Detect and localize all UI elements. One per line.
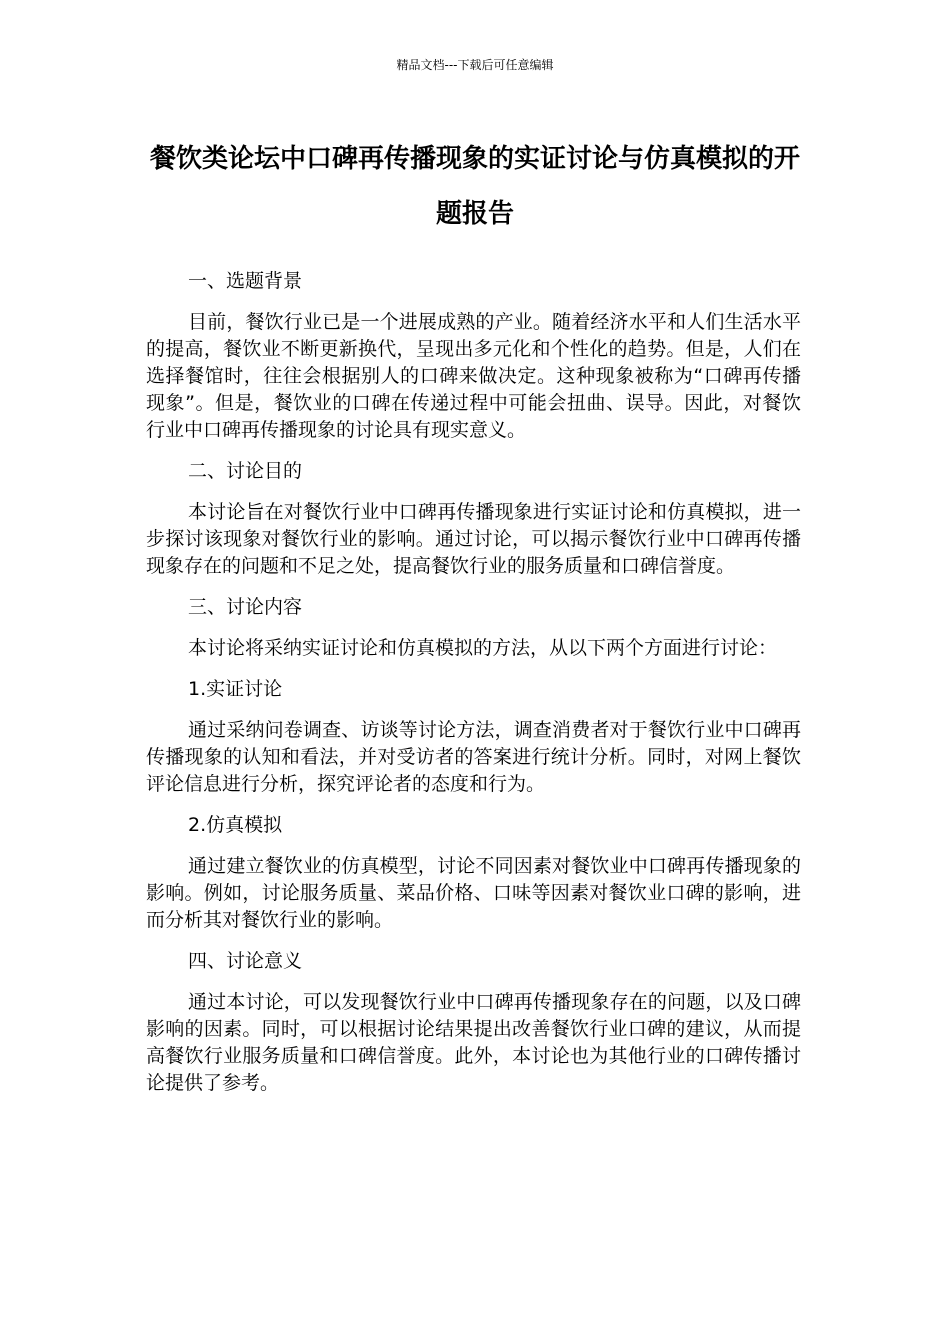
section-heading-background: 一、选题背景 [188, 270, 303, 292]
section-heading-content: 三、讨论内容 [188, 596, 303, 618]
section-paragraph-empirical: 通过采纳问卷调查、访谈等讨论方法，调查消费者对于餐饮行业中口碑再传播现象的认知和看法，并对受访者的答案进行统计分析。同时，对网上餐饮评论信息进行分析，探究评论者的态度和行为。 [146, 719, 801, 795]
section-heading-significance: 四、讨论意义 [188, 950, 303, 972]
section-paragraph-content: 本讨论将采纳实证讨论和仿真模拟的方法，从以下两个方面进行讨论： [188, 637, 778, 659]
section-paragraph-simulation: 通过建立餐饮业的仿真模型，讨论不同因素对餐饮业中口碑再传播现象的影响。例如，讨论服务质量、菜品价格、口味等因素对餐饮业口碑的影响，进而分析其对餐饮行业的影响。 [146, 855, 801, 931]
section-heading-purpose: 二、讨论目的 [188, 460, 303, 482]
section-heading-simulation: 2.仿真模拟 [188, 814, 283, 836]
section-heading-empirical: 1.实证讨论 [188, 678, 283, 700]
document-body [146, 268, 801, 1111]
page-header: 精品文档---下载后可任意编辑 [396, 58, 554, 72]
section-paragraph-background: 目前，餐饮行业已是一个进展成熟的产业。随着经济水平和人们生活水平的提高，餐饮业不断更新换代，呈现出多元化和个性化的趋势。但是，人们在选择餐馆时，往往会根据别人的口碑来做决定。这种现象被称为“口碑再传播现象”。但是，餐饮业的口碑在传递过程中可能会扭曲、误导。因此，对餐饮行业中口碑再传播现象的讨论具有现实意义。 [146, 311, 801, 441]
document-title: 餐饮类论坛中口碑再传播现象的实证讨论与仿真模拟的开题报告 [149, 144, 800, 229]
section-paragraph-purpose: 本讨论旨在对餐饮行业中口碑再传播现象进行实证讨论和仿真模拟，进一步探讨该现象对餐饮行业的影响。通过讨论，可以揭示餐饮行业中口碑再传播现象存在的问题和不足之处，提高餐饮行业的服务质量和口碑信誉度。 [146, 501, 801, 577]
section-paragraph-significance: 通过本讨论，可以发现餐饮行业中口碑再传播现象存在的问题，以及口碑影响的因素。同时，可以根据讨论结果提出改善餐饮行业口碑的建议，从而提高餐饮行业服务质量和口碑信誉度。此外，本讨论也为其他行业的口碑传播讨论提供了参考。 [146, 991, 801, 1094]
